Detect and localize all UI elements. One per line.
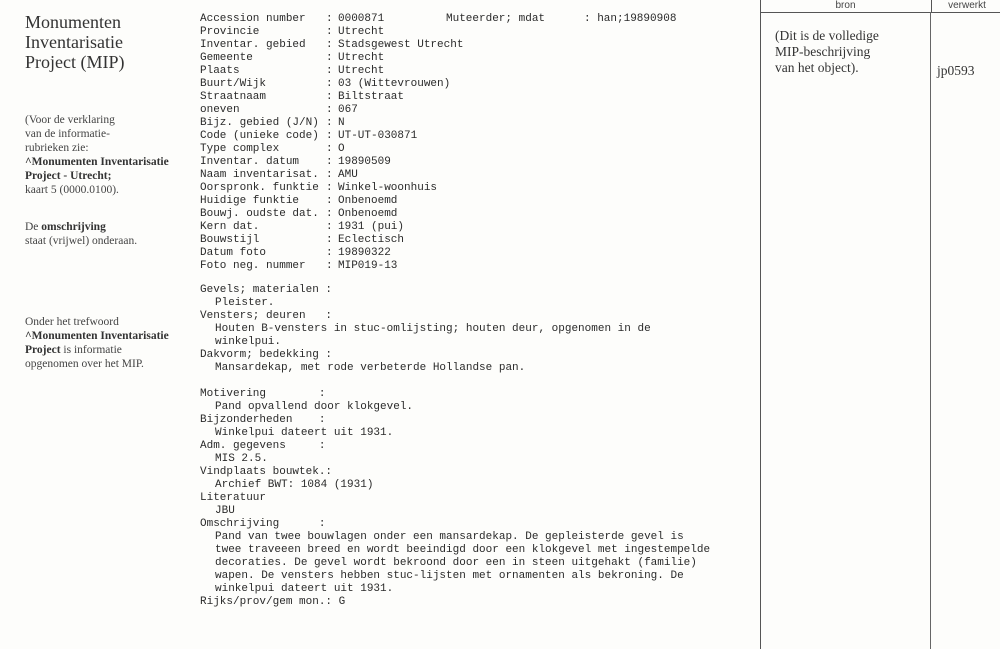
field-row (200, 208, 463, 221)
field-row (200, 130, 463, 143)
section-text: MIS 2.5. (215, 453, 268, 465)
note-line: staat (vrijwel) onderaan. (25, 235, 138, 247)
bron-line: (Dit is de volledige (775, 28, 879, 43)
column-header-row (761, 0, 1000, 13)
materials-block (200, 284, 651, 375)
section-heading: Omschrijving : (200, 518, 326, 530)
field-label: Code (unieke code) (200, 130, 319, 142)
field-row (200, 39, 463, 52)
section-text: Houten B-vensters in stuc-omlijsting; houten deur, opgenomen in de (215, 323, 651, 335)
document-title (25, 12, 124, 72)
note-text: De (25, 221, 42, 233)
field-label: Foto neg. nummer (200, 260, 306, 272)
section-heading: Adm. gegevens : (200, 440, 326, 452)
field-separator: : (326, 156, 333, 168)
field-label: Kern dat. (200, 221, 260, 233)
field-value: Utrecht (338, 65, 385, 77)
field-row (200, 52, 463, 65)
right-panel (760, 0, 1000, 649)
note-line: rubrieken zie: (25, 142, 89, 154)
field-label: Straatnaam (200, 91, 267, 103)
field-label: Inventar. gebied (200, 39, 306, 51)
section-heading: Vindplaats bouwtek.: (200, 466, 333, 478)
field-label: Gemeente (200, 52, 253, 64)
section-text: Pleister. (215, 297, 275, 309)
section-text: winkelpui. (215, 336, 282, 348)
field-row (200, 234, 463, 247)
section-text: twee traveeen breed en wordt beeindigd door een klokgevel met ingestempelde (215, 544, 711, 556)
note-line: opgenomen over het MIP. (25, 358, 144, 370)
field-separator: : (326, 195, 333, 207)
field-separator: : (326, 221, 333, 233)
bron-line: van het object). (775, 60, 859, 75)
field-label: Bouwstijl (200, 234, 260, 246)
field-label: Inventar. datum (200, 156, 300, 168)
field-row (200, 13, 463, 26)
field-value: Onbenoemd (338, 208, 398, 220)
field-separator: : (326, 52, 333, 64)
monument-status: Rijks/prov/gem mon.: G (200, 596, 346, 608)
field-row (200, 104, 463, 117)
field-label: Type complex (200, 143, 280, 155)
header-verwerkt: verwerkt (931, 0, 1000, 12)
field-separator: : (326, 65, 333, 77)
field-label: Huidige funktie (200, 195, 300, 207)
remarks-block (200, 388, 710, 596)
section-heading: Literatuur (200, 492, 267, 504)
field-label: Oorspronk. funktie (200, 182, 319, 194)
field-row (200, 182, 463, 195)
note-text: is informatie (60, 344, 122, 356)
field-separator: : (326, 169, 333, 181)
field-row (200, 247, 463, 260)
section-text: JBU (215, 505, 235, 517)
field-separator: : (326, 247, 333, 259)
field-value: O (338, 143, 345, 155)
field-value: MIP019-13 (338, 260, 398, 272)
field-value: Eclectisch (338, 234, 405, 246)
field-label: Bouwj. oudste dat. (200, 208, 319, 220)
column-divider (930, 12, 931, 649)
section-text: Pand van twee bouwlagen onder een mansardekap. De gepleisterde gevel is (215, 531, 684, 543)
note-line: van de informatie- (25, 128, 110, 140)
record-body (200, 13, 711, 608)
section-text: decoraties. De gevel wordt bekroond door een in steen uitgehakt (familie) (215, 557, 697, 569)
field-value: UT-UT-030871 (338, 130, 418, 142)
field-row (200, 65, 463, 78)
note-emphasis: omschrijving (41, 221, 106, 233)
field-row (200, 143, 463, 156)
field-row (200, 169, 463, 182)
verwerkt-code: jp0593 (937, 63, 975, 78)
field-value: Onbenoemd (338, 195, 398, 207)
field-row (200, 117, 463, 130)
field-separator: : (326, 39, 333, 51)
field-label: Plaats (200, 65, 240, 77)
field-separator: : (326, 78, 333, 90)
field-separator: : (326, 104, 333, 116)
field-label: Datum foto (200, 247, 267, 259)
field-value: 0000871 (338, 13, 385, 25)
section-text: Mansardekap, met rode verbeterde Hollandse pan. (215, 362, 526, 374)
legend-note (25, 113, 169, 197)
note-reference: ^Monumenten Inventarisatie (25, 156, 169, 168)
section-text: Pand opvallend door klokgevel. (215, 401, 414, 413)
section-text: Winkelpui dateert uit 1931. (215, 427, 394, 439)
section-heading: Vensters; deuren : (200, 310, 333, 322)
bron-line: MIP-beschrijving (775, 44, 871, 59)
field-label: Accession number (200, 13, 306, 25)
field-separator: : (326, 26, 333, 38)
section-heading: Bijzonderheden : (200, 414, 326, 426)
field-value: N (338, 117, 345, 129)
field-row (200, 260, 463, 273)
keyword-note (25, 315, 169, 371)
note-line: Onder het trefwoord (25, 316, 119, 328)
field-label: oneven (200, 104, 240, 116)
field-label: Bijz. gebied (J/N) (200, 117, 319, 129)
field-value: 19890322 (338, 247, 391, 259)
field-label: Naam inventarisat. (200, 169, 319, 181)
field-value: AMU (338, 169, 358, 181)
field-row (200, 156, 463, 169)
header-bron: bron (835, 0, 856, 11)
field-value: 067 (338, 104, 358, 116)
field-separator: : (326, 130, 333, 142)
section-heading: Dakvorm; bedekking : (200, 349, 333, 361)
field-separator: : (326, 208, 333, 220)
field-row (200, 26, 463, 39)
section-text: wapen. De vensters hebben stuc-lijsten met ornamenten als bekroning. De (215, 570, 684, 582)
field-row (200, 91, 463, 104)
field-value: 1931 (pui) (338, 221, 405, 233)
field-label: Buurt/Wijk (200, 78, 267, 90)
mutator-label: Muteerder; mdat (446, 13, 546, 25)
title-line: Monumenten (25, 12, 121, 32)
field-list (200, 13, 463, 273)
note-line: (Voor de verklaring (25, 114, 115, 126)
field-row (200, 78, 463, 91)
section-heading: Motivering : (200, 388, 326, 400)
field-separator: : (326, 91, 333, 103)
bron-note (775, 28, 925, 76)
field-label: Provincie (200, 26, 260, 38)
field-value: Utrecht (338, 52, 385, 64)
field-row (200, 195, 463, 208)
field-separator: : (326, 260, 333, 272)
note-reference: ^Monumenten Inventarisatie (25, 330, 169, 342)
field-separator: : (326, 13, 333, 25)
field-value: 19890509 (338, 156, 391, 168)
description-note (25, 220, 137, 248)
title-line: Inventarisatie (25, 32, 123, 52)
field-separator: : (326, 234, 333, 246)
field-row (200, 221, 463, 234)
note-reference: Project - Utrecht; (25, 170, 112, 182)
mutator-value: : han;19890908 (584, 13, 677, 25)
field-separator: : (326, 182, 333, 194)
field-value: 03 (Wittevrouwen) (338, 78, 451, 90)
section-text: winkelpui dateert uit 1931. (215, 583, 394, 595)
section-text: Archief BWT: 1084 (1931) (215, 479, 374, 491)
note-reference: Project (25, 344, 61, 356)
field-value: Stadsgewest Utrecht (338, 39, 464, 51)
field-separator: : (326, 117, 333, 129)
section-heading: Gevels; materialen : (200, 284, 333, 296)
title-line: Project (MIP) (25, 52, 125, 72)
field-value: Utrecht (338, 26, 385, 38)
field-value: Winkel-woonhuis (338, 182, 438, 194)
field-separator: : (326, 143, 333, 155)
note-line: kaart 5 (0000.0100). (25, 184, 119, 196)
field-value: Biltstraat (338, 91, 405, 103)
